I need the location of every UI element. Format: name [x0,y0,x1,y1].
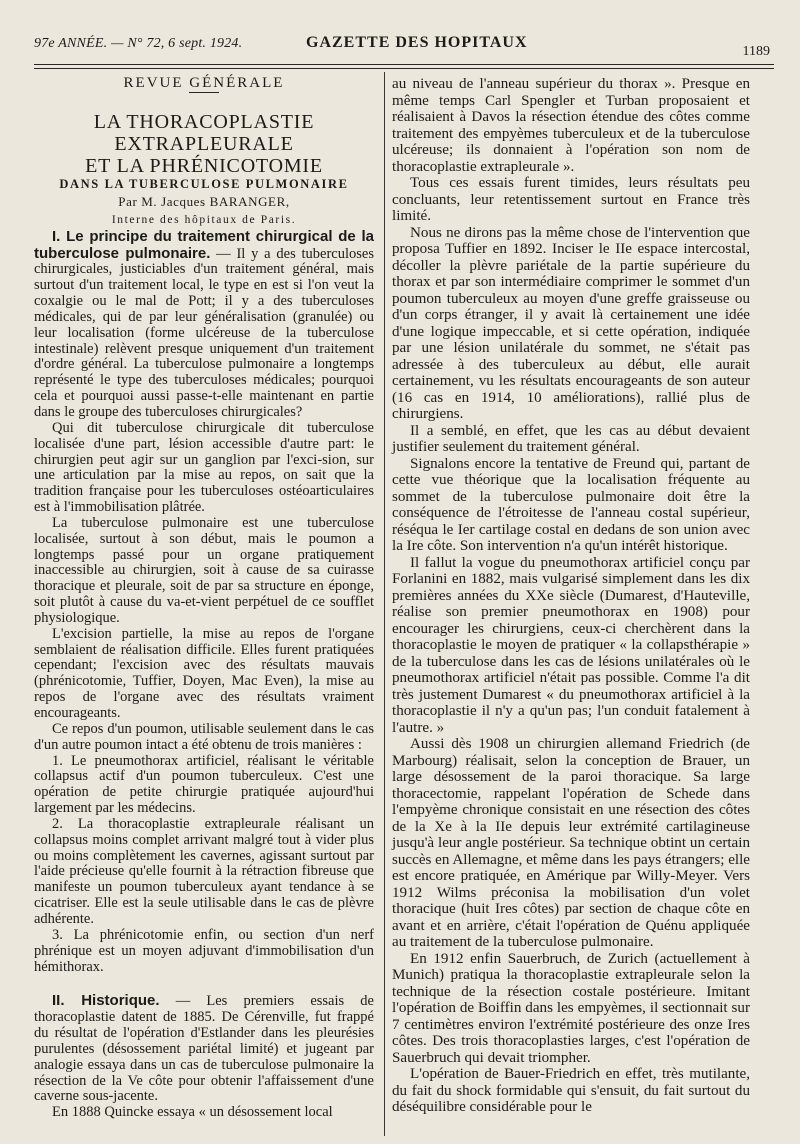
paragraph: Il a semblé, en effet, que les cas au début devaient justifier seulement du traitement général. [392,422,750,455]
paragraph: En 1912 enfin Sauerbruch, de Zurich (actuellement à Munich) pratiqua la thoracoplastie extrapleurale selon la technique de la résection costale postérieure. Imitant l'opération de Boiffin dans les empyèmes, il sectionnait sur 7 centimètres environ l'extrémité postérieure des onze Ires côtes. Des trois thoracoplasties larges, c'est l'opération de Sauerbruch qui devait triompher. [392,950,750,1066]
section-heading: I. Le principe du traitement chirurgical de la tuberculose pulmonaire. [34,227,374,262]
paragraph: Nous ne dirons pas la même chose de l'intervention que proposa Tuffier en 1892. Inciser le IIe espace intercostal, décoller la plèvre pariétale de la partie supérieure du thorax et par son intermédiaire comprimer le sommet d'un poumon tuberculeux au moyen d'une greffe graisseuse ou d'un corps étranger, il y avait là certainement une idée d'une logique impeccable, et si cette opération, indiquée par une lésion unilatérale du sommet, ne s'était pas adressée à des tuberculeux au début, elle aurait certainement, vu les résultats encourageants de son auteur (16 cas en 1914, 10 améliorations), rallié plus de chirurgiens. [392,224,750,422]
left-column [34,76,374,1121]
paragraph-text: — Les premiers essais de thoracoplastie datent de 1885. De Cérenville, fut frappé du résultat de l'opération d'Estlander dans les pleurésies purulentes (désossement pariétal limité) et jugeant par analogie essaya dans un cas de tuberculose pulmonaire la résection de la Ve côte pour obtenir l'affaissement d'une caverne sous-jacente. [34,993,374,1105]
paragraph-text: — Il y a des tuberculoses chirurgicales, justiciables d'un traitement général, mais surtout d'un traitement local, le type en est si l'on veut la coxalgie ou le mal de Pott; il y a des tuberculoses médicales, qui de par leur généralisation (granulée) ou leur localisation (forme ulcéreuse de la tuberculose intestinale) relèvent presque uniquement d'un traitement d'ordre général. La tuberculose pulmonaire a longtemps représenté le type des tuberculoses médicales; pourquoi cela et pourquoi aussi passe-t-elle maintenant en partie dans le groupe des tuberculoses chirurgicales? [34,245,374,420]
author-name: Par M. Jacques BARANGER, [118,193,290,209]
author-line [34,193,374,229]
article-subtitle: DANS LA TUBERCULOSE PULMONAIRE [59,176,349,191]
running-header [34,30,770,64]
article-title-line2: ET LA PHRÉNICOTOMIE [85,154,323,177]
right-column [392,76,750,1116]
header-rule-thin [34,68,774,69]
article-title [34,111,374,177]
section-label: REVUE GÉNÉRALE [123,75,285,91]
paragraph: Aussi dès 1908 un chirurgien allemand Friedrich (de Marbourg) réalisait, selon la conception de Brauer, un large désossement de la paroi thoracique. Sa large thoracectomie, rappelant l'opération de Schede dans l'empyème chronique consistait en une résection des côtes de la Xe à la IIe depuis leur extrémité cartilagineuse jusqu'à leur angle postérieur. Sa technique obtint un certain succès en Allemagne, et même dans les pays étrangers; elle est encore pratiquée, en Amérique par Willy-Meyer. Vers 1912 Wilms préconisa la mobilisation d'un volet thoracique (huit Ires côtes) par section de chaque côte en avant et en arrière, c'était l'opération de Quénu appliquée au traitement de la tuberculose pulmonaire. [392,736,750,950]
paragraph: La tuberculose pulmonaire est une tuberculose localisée, surtout à son début, mais le poumon a longtemps passé pour un organe pratiquement inaccessible au chirurgien, soit à cause de sa cuirasse thoracique et pleurale, soit de par sa structure en éponge, soit plutôt à cause du va-et-vient perpétuel de ce soufflet physiologique. [34,514,374,626]
paragraph: Ce repos d'un poumon, utilisable seulement dans le cas d'un autre poumon intact a été obtenu de trois manières : [34,720,374,753]
paragraph: L'excision partielle, la mise au repos de l'organe semblaient de réalisation difficile. Elles furent pratiquées cependant; l'excision avec des résultats mauvais (phrénicotomie, Tuffier, Doyen, Mac Even), la mise au repos de l'organe avec des résultats vraiment encourageants. [34,625,374,721]
issue-info: 97e ANNÉE. — N° 72, 6 sept. 1924. [34,36,243,51]
paragraph [34,993,374,1105]
paragraph: 1. Le pneumothorax artificiel, réalisant le véritable collapsus actif d'un poumon tuberculeux. C'est une opération de petite chirurgie pratiquée aujourd'hui largement par les médecins. [34,752,374,817]
paragraph: Il fallut la vogue du pneumothorax artificiel conçu par Forlanini en 1882, mais vulgarisé simplement dans les dix premières années du XXe siècle (Dumarest, d'Hauteville, réalise son premier pneumothorax en 1908) pour encourager les chirurgiens, ceux-ci cherchèrent dans la thoracoplastie le moyen de pratiquer « la collapsthérapie » de la tuberculose dans les cas de lésions unilatérales où le pneumothorax artificiel n'était pas possible. Comme l'a dit très justement Dumarest « du pneumothorax artificiel à la thoracoplastie il n'y a qu'un pas; l'un conduit fatalement à l'autre. » [392,554,750,736]
paragraph: 3. La phrénicotomie enfin, ou section d'un nerf phrénique est un moyen adjuvant d'immobilisation d'un hémithorax. [34,926,374,975]
paragraph: Signalons encore la tentative de Freund qui, partant de cette vue théorique que la localisation fréquente au sommet de la tuberculose pulmonaire doit être la conséquence de l'étroitesse de l'anneau costal supérieur, réséqua le Ier cartilage costal en dedans de son union avec la Ire côte. Son intervention n'a qu'un intérêt historique. [392,455,750,554]
paragraph: au niveau de l'anneau supérieur du thorax ». Presque en même temps Carl Spengler et Turban proposaient et réalisaient à Davos la résection étendue des côtes comme traitement des empyèmes tuberculeux et de la tuberculose ulcéreuse; ils donnaient à l'opération son nom de thoracoplastie extrapleurale ». [392,76,750,175]
paragraph [34,229,374,421]
column-divider [384,72,385,1136]
paragraph: 2. La thoracoplastie extrapleurale réalisant un collapsus moins complet arrivant malgré tout à vider plus ou moins complètement les cavernes, agissant surtout par l'aide précieuse qu'elle fournit à la rétraction fibreuse que manifeste un poumon tuberculeux ayant tendance à se cicatriser. Elle est la seule utilisable dans le cas de plèvre adhérente. [34,815,374,927]
article-title-line1: LA THORACOPLASTIE EXTRAPLEURALE [93,110,315,155]
paragraph: Tous ces essais furent timides, leurs résultats peu concluants, leur retentissement surtout en France très limité. [392,175,750,224]
title-rule [189,92,219,93]
paragraph: En 1888 Quincke essaya « un désossement local [52,1104,333,1121]
section-heading: II. Historique. [52,992,160,1010]
author-title: Interne des hôpitaux de Paris. [111,213,297,226]
paragraph: Qui dit tuberculose chirurgicale dit tuberculose localisée d'une part, lésion accessible d'autre part: le chirurgien peut agir sur un ganglion par l'exci-sion, sur une articulation par la mise au repos, on sait que la tradition française pour les tuberculoses ostéoarticulaires est à l'immobilisation plâtrée. [34,419,374,516]
page-number: 1189 [742,44,770,59]
paragraph: L'opération de Bauer-Friedrich en effet, très mutilante, du fait du shock formidable qui s'ensuit, du fait surtout du déséquilibre considérable pour le [392,1066,750,1115]
journal-title: GAZETTE DES HOPITAUX [306,34,528,51]
header-rule [34,64,774,65]
